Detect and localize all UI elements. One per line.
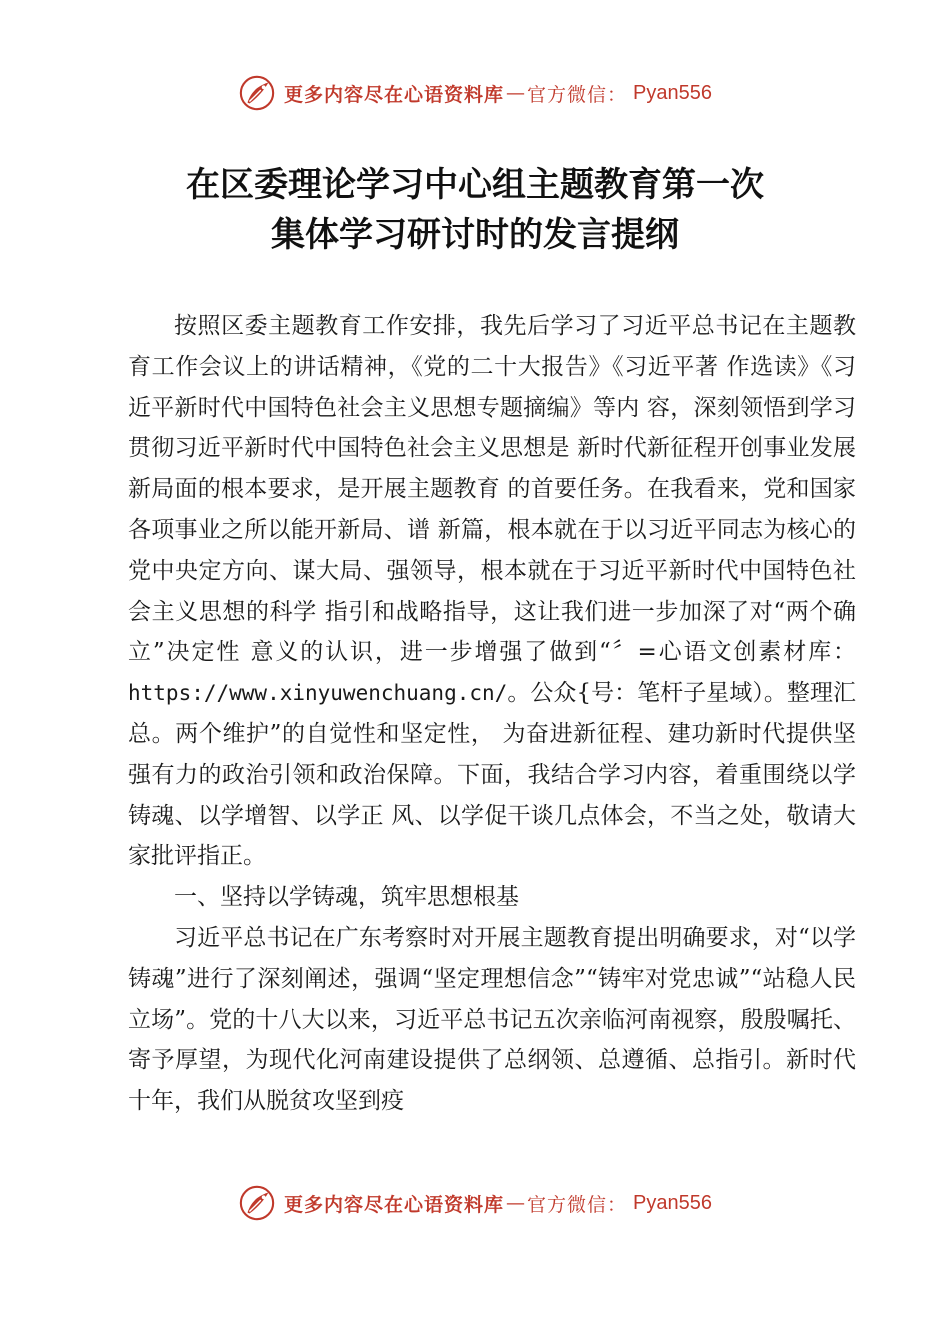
- banner-main-text: 更多内容尽在心语资料库: [284, 1193, 505, 1216]
- banner-wechat-label: 官方微信：: [527, 83, 628, 106]
- banner-text: [284, 1190, 712, 1217]
- pen-nib-logo-icon: [238, 1184, 276, 1222]
- pen-nib-logo-icon: [238, 74, 276, 112]
- source-url: https://www.xinyuwenchuang.cn/: [128, 681, 508, 706]
- banner-separator: —: [506, 1192, 526, 1214]
- paragraph-section-1: 习近平总书记在广东考察时对开展主题教育提出明确要求，对“以学铸魂”进行了深刻阐述，强调“坚定理想信念”“铸牢对党忠诚”“站稳人民立场”。党的十八大以来，习近平总书记五次亲临河南视察，殷殷嘱托、寄予厚望，为现代化河南建设提供了总纲领、总遵循、总指引。新时代十年，我们从脱贫攻坚到疫: [128, 924, 856, 1115]
- banner-text: [284, 80, 712, 107]
- title-line-1: 在区委理论学习中心组主题教育第一次: [186, 165, 764, 205]
- document-title: [0, 160, 950, 260]
- footer-banner: [0, 1178, 950, 1228]
- section-heading-1: 一、坚持以学铸魂，筑牢思想根基: [174, 884, 519, 911]
- banner-main-text: 更多内容尽在心语资料库: [284, 83, 505, 106]
- paragraph-intro-part-a: 按照区委主题教育工作安排，我先后学习了习近平总书记在主题教育工作会议上的讲话精神，《党的二十大报告》《习近平著 作选读》《习近平新时代中国特色社会主义思想专题摘编》等内 容，深刻领悟到学习贯彻习近平新时代中国特色社会主义思想是 新时代新征程开创事业发展新局面的根本要求，是开展主题教育 的首要任务。在我看来，党和国家各项事业之所以能开新局、谱 新篇，根本就在于以习近平同志为核心的党中央定方向、谋大局、强领导，根本就在于习近平新时代中国特色社会主义思想的科学 指引和战略指导，这让我们进一步加深了对“两个确立”决定性 意义的认识，进一步增强了做到“〞=心语文创素材库：: [128, 313, 856, 666]
- paragraph-intro-part-b: 。公众{号：笔杆子星域）。整理汇总。两个维护”的自觉性和坚定性， 为奋进新征程、建功新时代提供坚强有力的政治引领和政治保障。下面，我结合学习内容，着重围绕以学铸魂、以学增智、以学正 风、以学促干谈几点体会，不当之处，敬请大家批评指正。: [128, 680, 856, 870]
- title-line-2: 集体学习研讨时的发言提纲: [271, 215, 679, 255]
- document-body: [128, 306, 856, 1122]
- banner-wechat-id: Pyan556: [633, 1191, 712, 1214]
- banner-wechat-id: Pyan556: [633, 81, 712, 104]
- banner-wechat-label: 官方微信：: [527, 1193, 628, 1216]
- banner-separator: —: [506, 82, 526, 104]
- paragraph-intro: [128, 306, 856, 877]
- header-banner: [0, 68, 950, 118]
